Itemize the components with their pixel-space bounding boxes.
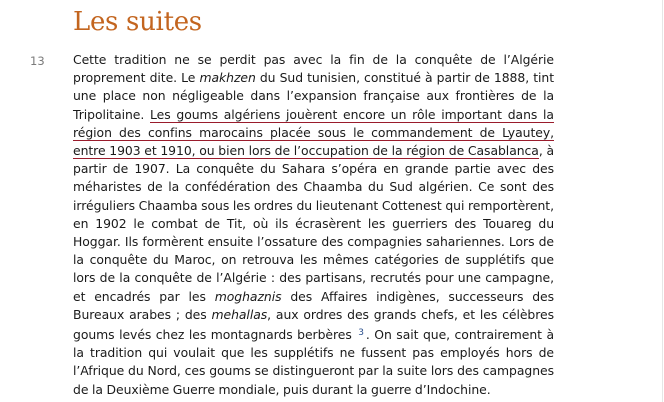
text-segment: , aux ordres des grands chefs, et les célèbres goums levés chez les montagnards berbères <box>73 306 554 343</box>
highlighted-passage[interactable]: Les goums algériens jouèrent encore un rôle important dans la région des confins marocains placée sous le commandement de Lyautey, entre 1903 et 1910, ou bien lors de l’occupation de la région de Casablanca <box>73 106 554 159</box>
text-segment: , à partir de 1907. La conquête du Sahara s’opéra en grande partie avec des méharistes de la confédération des Chaamba du Sud algérien. Ce sont des irréguliers Chaamba sous les ordres du lieutenant Cottenest qui remportèrent, en 1902 le combat de Tit, où ils écrasèrent les guerriers des Touareg du Hoggar. Ils formèrent ensuite l’ossature des compagnies sahariennes. Lors de la conquête du Maroc, on retrouva les mêmes catégories de supplétifs que lors de la conquête de l’Algérie : des partisans, recrutés pour une campagne, et encadrés par les <box>73 143 554 304</box>
paragraph-number: 13 <box>30 54 45 68</box>
footnote-link[interactable]: 3 <box>358 328 364 339</box>
italic-term-makhzen: makhzen <box>199 70 256 86</box>
text-segment: du Sud tunisien, constitué à partir de 1888, tint une place non négligeable dans l’expansion française aux frontières de la Tripolitaine. <box>73 70 555 122</box>
text-segment: des Affaires indigènes, successeurs des Bureaux arabes ; des <box>73 288 554 322</box>
paragraph-body <box>73 51 554 399</box>
italic-term-moghaznis: moghaznis <box>214 288 282 304</box>
text-segment: . On sait que, contrairement à la tradition qui voulait que les supplétifs ne fussent pas employés hors de l’Afrique du Nord, ces goums se distingueront par la suite lors des campagnes de la Deuxième Guerre mondiale, puis durant la guerre d’Indochine. <box>73 327 554 397</box>
italic-term-mehallas: mehallas <box>211 306 268 322</box>
text-segment: Cette tradition ne se perdit pas avec la fin de la conquête de l’Algérie proprement dite. Le <box>73 52 554 86</box>
section-title: Les suites <box>73 7 202 37</box>
